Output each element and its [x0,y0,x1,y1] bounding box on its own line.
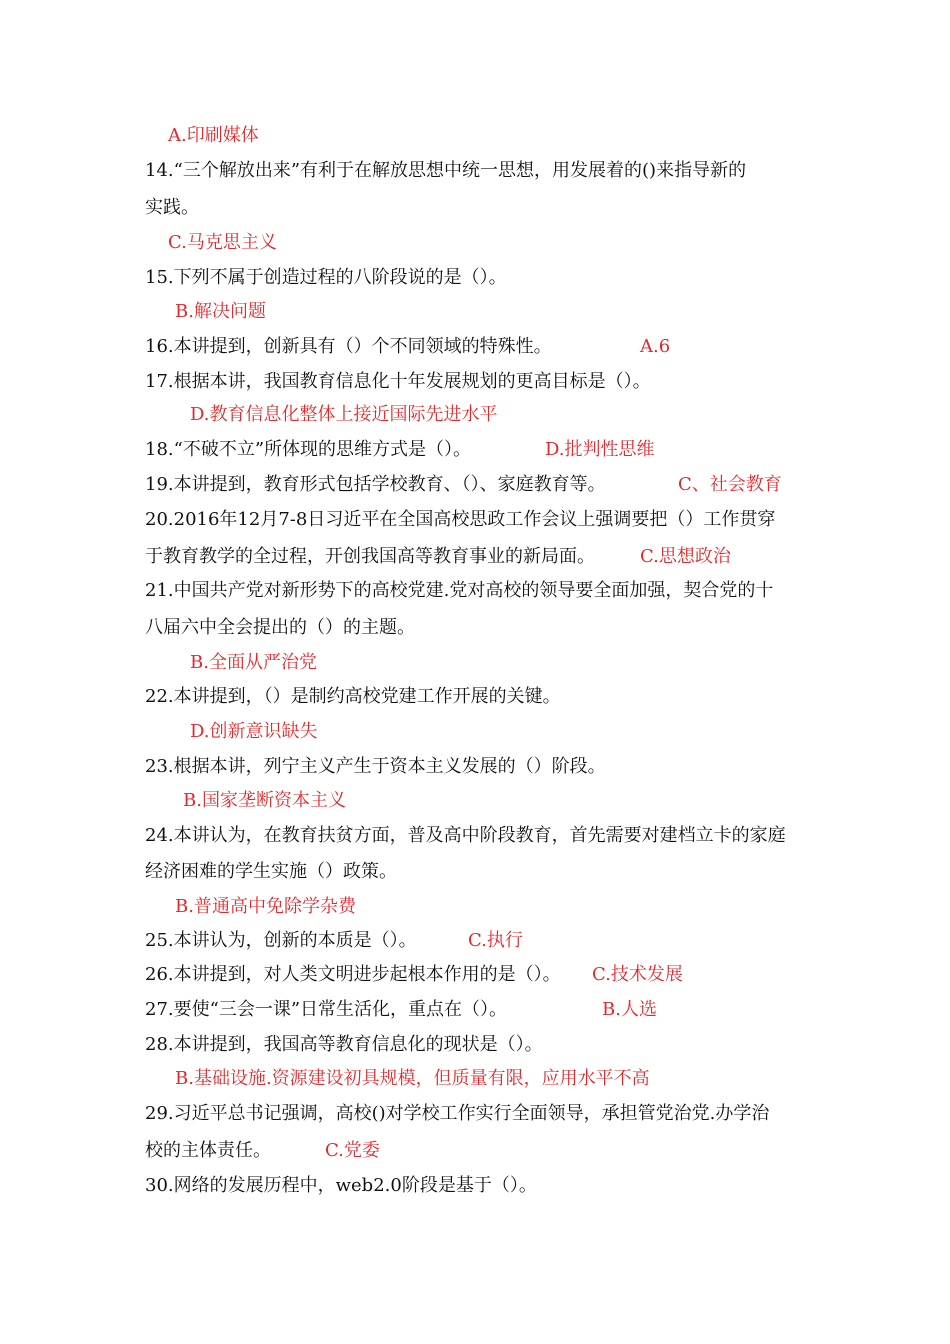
answer-line [175,300,266,324]
question-line [145,755,606,779]
question-line [145,685,561,709]
question-text: 实践。 [145,197,199,218]
question-text: 30.网络的发展历程中，web2.0阶段是基于（）。 [145,1175,537,1196]
question-line [145,473,606,497]
question-line [145,963,561,987]
question-line [145,860,397,884]
question-line [145,159,746,183]
question-line [145,1102,769,1126]
answer-line [175,895,356,919]
question-text: 经济困难的学生实施（）政策。 [145,861,397,882]
answer-line [183,789,346,813]
question-line [145,1139,271,1163]
question-text: 25.本讲认为，创新的本质是（）。 [145,930,417,951]
question-text: 19.本讲提到，教育形式包括学校教育、（）、家庭教育等。 [145,474,606,495]
answer-text: B.国家垄断资本主义 [183,790,346,811]
answer-line [545,438,655,462]
question-line [145,1033,543,1057]
answer-line [602,998,657,1022]
answer-line [678,473,782,497]
answer-text: A.6 [640,336,671,357]
answer-line [325,1139,380,1163]
question-line [145,335,552,359]
answer-line [190,403,498,427]
question-text: 八届六中全会提出的（）的主题。 [145,617,415,638]
question-text: 21.中国共产党对新形势下的高校党建.党对高校的领导要全面加强，契合党的十 [145,580,774,601]
question-text: 27.要使“三会一课”日常生活化，重点在（）。 [145,999,508,1020]
question-text: 29.习近平总书记强调，高校()对学校工作实行全面领导，承担管党治党.办学治 [145,1103,770,1124]
question-line [145,196,199,220]
answer-text: B.普通高中免除学杂费 [175,896,356,917]
answer-text: B.全面从严治党 [190,652,317,673]
question-text: 26.本讲提到，对人类文明进步起根本作用的是（）。 [145,964,561,985]
answer-text: B.人选 [602,999,657,1020]
answer-text: D.批判性思维 [545,439,655,460]
question-text: 16.本讲提到，创新具有（）个不同领域的特殊性。 [145,336,552,357]
answer-line [175,1067,650,1091]
answer-text: C.思想政治 [640,546,731,567]
question-line [145,1174,537,1198]
question-line [145,824,786,848]
answer-line [640,545,731,569]
answer-text: C.执行 [468,930,523,951]
answer-text: D.创新意识缺失 [190,721,318,742]
answer-text: D.教育信息化整体上接近国际先进水平 [190,404,498,425]
answer-line [468,929,523,953]
question-text: 22.本讲提到，（）是制约高校党建工作开展的关键。 [145,686,561,707]
answer-line [592,963,683,987]
answer-line [190,651,317,675]
question-line [145,929,417,953]
question-line [145,266,507,290]
answer-text: B.基础设施.资源建设初具规模，但质量有限，应用水平不高 [175,1068,650,1089]
question-text: 28.本讲提到，我国高等教育信息化的现状是（）。 [145,1034,543,1055]
question-text: 校的主体责任。 [145,1140,271,1161]
question-text: 24.本讲认为，在教育扶贫方面，普及高中阶段教育，首先需要对建档立卡的家庭 [145,825,786,846]
question-text: 于教育教学的全过程，开创我国高等教育事业的新局面。 [145,546,595,567]
answer-text: B.解决问题 [175,301,266,322]
question-line [145,508,775,532]
answer-line [168,231,277,255]
answer-line [640,335,670,359]
question-text: 17.根据本讲，我国教育信息化十年发展规划的更高目标是（）。 [145,371,651,392]
question-line [145,370,651,394]
question-text: 14.“三个解放出来”有利于在解放思想中统一思想，用发展着的()来指导新的 [145,160,747,181]
answer-text: A.印刷媒体 [168,125,259,146]
question-line [145,579,773,603]
answer-text: C.党委 [325,1140,380,1161]
answer-text: C、社会教育 [678,474,782,495]
question-line [145,616,415,640]
question-text: 15.下列不属于创造过程的八阶段说的是（）。 [145,267,507,288]
answer-line [168,124,259,148]
answer-text: C.技术发展 [592,964,683,985]
question-text: 23.根据本讲，列宁主义产生于资本主义发展的（）阶段。 [145,756,606,777]
question-text: 20.2016年12月7-8日习近平在全国高校思政工作会议上强调要把（）工作贯穿 [145,509,776,530]
answer-line [190,720,318,744]
question-line [145,545,595,569]
question-line [145,438,471,462]
question-line [145,998,507,1022]
question-text: 18.“不破不立”所体现的思维方式是（）。 [145,439,472,460]
answer-text: C.马克思主义 [168,232,277,253]
